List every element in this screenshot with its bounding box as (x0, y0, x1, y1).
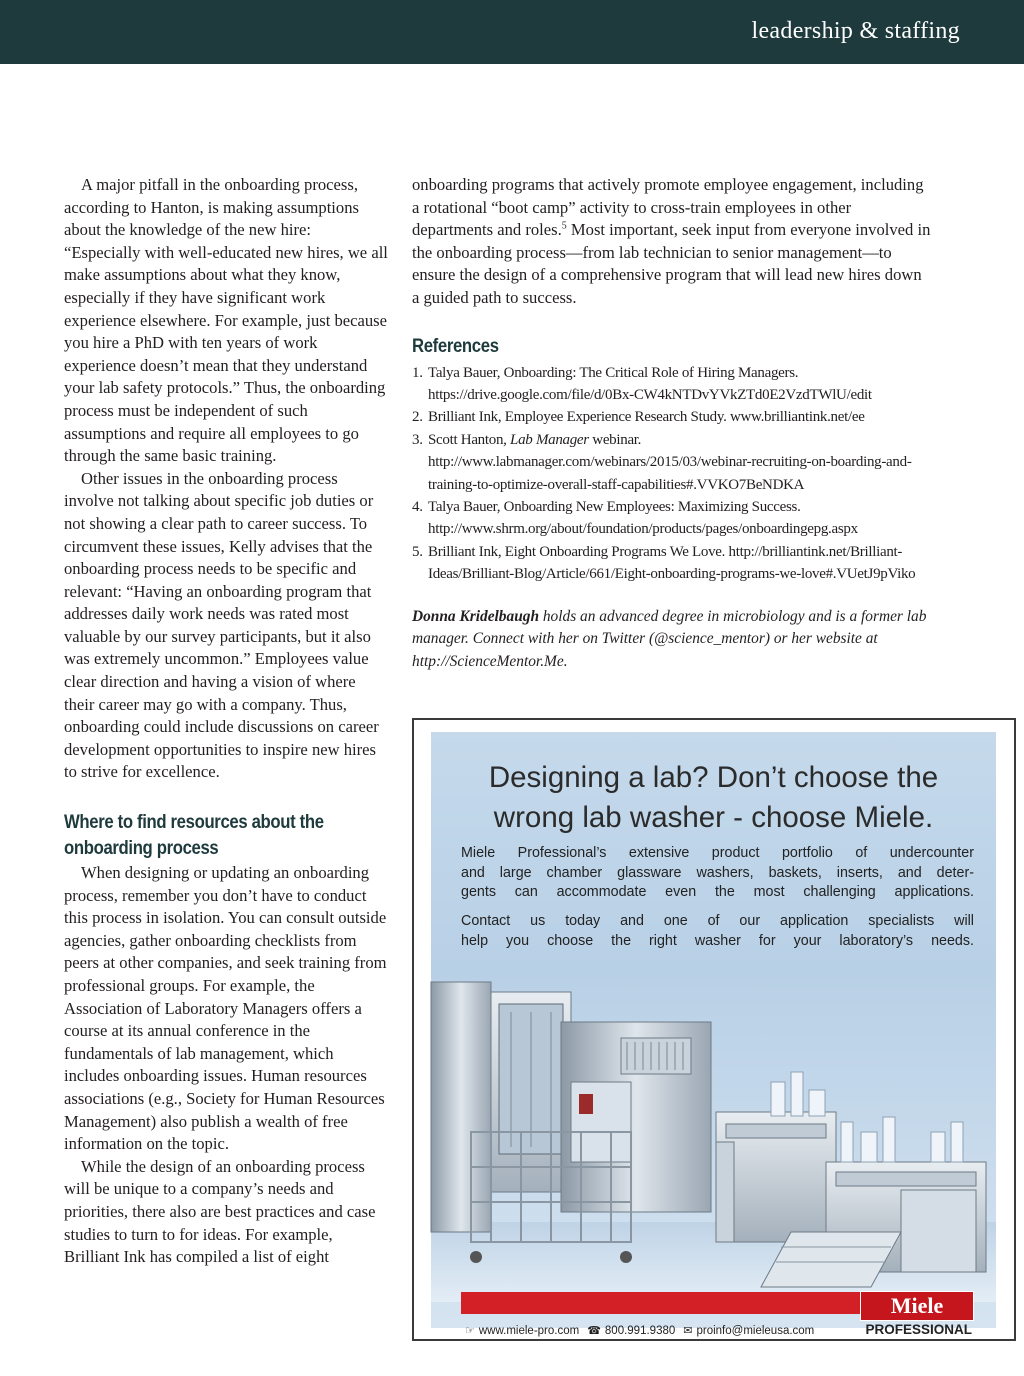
reference-text[interactable]: Brilliant Ink, Eight Onboarding Programs We Love. http://brilliantink.net/Brilliant-Ideas/Brilliant-Blog/Article/661/Eight-onboarding-programs-we-love#.VUetJ9pViko (428, 543, 916, 583)
section-label: leadership & staffing (751, 18, 960, 44)
reference-item: 1. Talya Bauer, Onboarding: The Critical Role of Hiring Managers. https://drive.google.com/file/d/0Bx-CW4kNTDvYVkZTd0E2VzdTWlU/edit (412, 364, 872, 403)
continued-text: onboarding programs that actively promote employee engagement, including a rotational “boot camp” activity to cross-train employees in other departments and roles. (412, 175, 924, 240)
ad-headline-line: wrong lab washer - choose Miele. (493, 801, 934, 834)
reference-text: Scott Hanton, (428, 431, 511, 448)
reference-item: 4. Talya Bauer, Onboarding New Employees: Maximizing Success. http://www.shrm.org/about/foundation/products/pages/onboardingepg.aspx (412, 499, 858, 538)
section-heading: Where to find resources about the onboarding process (64, 812, 324, 860)
reference-text[interactable]: Talya Bauer, Onboarding New Employees: Maximizing Success. http://www.shrm.org/about/foundation/products/pages/onboardingepg.aspx (428, 499, 858, 538)
reference-publication: Lab Manager (510, 431, 589, 448)
footnote-marker: 5 (561, 220, 567, 232)
body-paragraph: While the design of an onboarding process will be unique to a company’s needs and priorities, there also are best practices and case studies to turn to for ideas. For example, Brilliant Ink has compiled a list of eight (64, 1156, 376, 1267)
web-icon: ☞ (465, 1325, 475, 1337)
ad-phone[interactable]: 800.991.9380 (604, 1325, 676, 1337)
left-column (64, 174, 390, 1269)
continued-text-end: Most important, seek input from everyone involved in the onboarding process—from lab technician to senior management—to ensure the design of a comprehensive program that will lead new hires down a guided path to success. (412, 220, 931, 307)
body-paragraph: Other issues in the onboarding process involve not talking about specific job duties or not showing a clear path to career success. To circumvent these issues, Kelly advises that the onboarding process needs to be specific and relevant: “Having an onboarding program that addresses daily work needs was rated most valuable by our survey participants, but it also was extremely uncommon.” Employees value clear direction and having a vision of where their career may go with a company. Thus, onboarding could include discussions on career development opportunities to inspire new hires to strive for excellence. (64, 468, 379, 782)
miele-professional-label: PROFESSIONAL (865, 1322, 972, 1337)
author-bio (412, 606, 932, 674)
reference-text[interactable]: Brilliant Ink, Employee Experience Research Study. www.brilliantink.net/ee (428, 409, 865, 426)
ad-body-text: Miele Professional’s extensive product portfolio of undercounter and large chamber glassware washers, baskets, inserts, and deter- gents can accommodate even the most challenging applications. (461, 845, 974, 900)
body-paragraph: When designing or updating an onboarding process, remember you don’t have to conduct this process in isolation. You can consult outside agencies, gather onboarding checklists from peers at other companies, and seek training from professional groups. For example, the Association of Laboratory Managers offers a course at its annual conference in the fundamentals of lab management, which includes onboarding issues. Human resources associations (e.g., Society for Human Resources Management) also publish a wealth of free information on the topic. (64, 863, 387, 1154)
phone-icon: ☎ (587, 1325, 601, 1337)
reference-item: 2. Brilliant Ink, Employee Experience Research Study. www.brilliantink.net/ee (412, 409, 865, 426)
ad-contact-line (465, 1324, 814, 1337)
email-icon: ✉ (683, 1325, 693, 1337)
author-bio-text: holds an advanced degree in microbiology and is a former lab manager. Connect with her on Twitter (@science_mentor) or her website at http://ScienceMentor.Me. (412, 607, 927, 670)
ad-contact-text: Contact us today and one of our application specialists will help you choose the right washer for your laboratory’s needs. (461, 913, 974, 949)
references-list (412, 362, 932, 586)
reference-item: 3. Scott Hanton, Lab Manager webinar. http://www.labmanager.com/webinars/2015/03/webinar-recruiting-on-boarding-and-training-to-optimize-overall-staff-capabilities#.VVKO7BeNDKA (412, 431, 912, 493)
right-column (412, 174, 932, 673)
lab-washer-image (431, 972, 996, 1302)
miele-advertisement[interactable] (412, 718, 1016, 1341)
references-heading: References (412, 335, 499, 357)
reference-item: 5. Brilliant Ink, Eight Onboarding Programs We Love. http://brilliantink.net/Brilliant-Ideas/Brilliant-Blog/Article/661/Eight-onboarding-programs-we-love#.VUetJ9pViko (412, 543, 916, 583)
ad-email[interactable]: proinfo@mieleusa.com (696, 1325, 815, 1337)
header-bar (0, 0, 1024, 64)
ad-website[interactable]: www.miele-pro.com (478, 1325, 580, 1337)
ad-headline-line: Designing a lab? Don’t choose the (488, 761, 939, 794)
body-paragraph: A major pitfall in the onboarding process, according to Hanton, is making assumptions about the knowledge of the new hire: “Especially with well-educated new hires, we all make assumptions about what they know, especially if they have significant work experience elsewhere. For example, just because you hire a PhD with ten years of work experience doesn’t mean that they understand your lab safety protocols.” Thus, the onboarding process must be independent of such assumptions and require all employees to go through the same basic training. (64, 175, 388, 466)
continued-paragraph (412, 174, 932, 310)
miele-logo: Miele (860, 1291, 974, 1321)
reference-link[interactable]: webinar. http://www.labmanager.com/webinars/2015/03/webinar-recruiting-on-boarding-and-training-to-optimize-overall-staff-capabilities#.VVKO7BeNDKA (428, 431, 912, 493)
author-name: Donna Kridelbaugh (412, 607, 540, 625)
ad-panel (431, 732, 996, 1337)
ad-headline (431, 758, 996, 838)
reference-text[interactable]: Talya Bauer, Onboarding: The Critical Role of Hiring Managers. https://drive.google.com/file/d/0Bx-CW4kNTDvYVkZTd0E2VzdTWlU/edit (428, 364, 872, 403)
